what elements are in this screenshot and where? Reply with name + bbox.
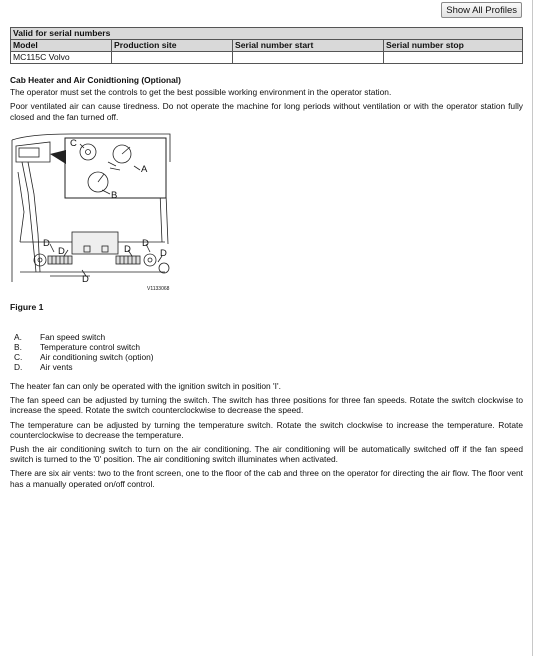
intro-section xyxy=(10,75,523,126)
figure-code: V1133068 xyxy=(147,286,170,292)
intro-paragraph-2: Poor ventilated air can cause tiredness. Do not operate the machine for long periods without ventilation or with the operator station fully closed and the fan turned off. xyxy=(10,101,523,122)
column-header-production-site: Production site xyxy=(112,40,233,52)
cab-controls-figure xyxy=(10,132,175,294)
callout-b: B xyxy=(111,190,118,201)
cell-serial-start xyxy=(233,52,384,64)
legend-letter: C. xyxy=(14,352,23,362)
body-paragraph-5: There are six air vents: two to the front screen, one to the floor of the cab and three on the operator for directing the air flow. The floor vent has a manually operated on/off control. xyxy=(10,468,523,489)
body-paragraph-4: Push the air conditioning switch to turn on the air conditioning. The air conditioning will be automatically switched off if the fan speed switch is turned to the '0' position. The air conditioning switch illuminates when activated. xyxy=(10,444,523,465)
table-row xyxy=(11,52,523,64)
callout-d-6: D xyxy=(82,274,89,285)
figure-legend xyxy=(14,332,154,372)
list-item xyxy=(14,332,154,342)
intro-paragraph-1: The operator must set the controls to get the best possible working environment in the operator station. xyxy=(10,87,392,98)
legend-text: Fan speed switch xyxy=(40,332,106,342)
legend-text: Temperature control switch xyxy=(40,342,141,352)
callout-d-3: D xyxy=(124,244,131,255)
legend-text: Air conditioning switch (option) xyxy=(40,352,154,362)
callout-d-1: D xyxy=(43,238,50,249)
callout-c: C xyxy=(70,138,77,149)
legend-letter: D. xyxy=(14,362,23,372)
body-paragraph-3: The temperature can be adjusted by turning the temperature switch. Rotate the switch clockwise to increase the temperature. Rotate counterclockwise to decrease the temperature. xyxy=(10,419,523,440)
show-all-profiles-button[interactable]: Show All Profiles xyxy=(441,2,522,18)
section-heading: Cab Heater and Air Conidtioning (Optional) xyxy=(10,75,181,85)
list-item xyxy=(14,342,154,352)
callout-d-5: D xyxy=(160,248,167,259)
body-paragraph-1: The heater fan can only be operated with the ignition switch in position 'I'. xyxy=(10,381,281,391)
top-toolbar xyxy=(0,0,532,22)
instructions-section xyxy=(10,381,523,493)
serial-number-table xyxy=(10,27,523,64)
cell-serial-stop xyxy=(384,52,523,64)
column-header-serial-start: Serial number start xyxy=(233,40,384,52)
list-item xyxy=(14,352,154,362)
callout-d-2: D xyxy=(58,246,65,257)
figure-caption: Figure 1 xyxy=(10,302,44,312)
cell-production-site xyxy=(112,52,233,64)
list-item xyxy=(14,362,154,372)
serial-table-title: Valid for serial numbers xyxy=(11,28,523,40)
callout-d-4: D xyxy=(142,238,149,249)
legend-letter: B. xyxy=(14,342,22,352)
column-header-model: Model xyxy=(11,40,112,52)
legend-letter: A. xyxy=(14,332,22,342)
legend-text: Air vents xyxy=(40,362,73,372)
cell-model: MC115C Volvo xyxy=(11,52,112,64)
callout-a: A xyxy=(141,164,148,175)
body-paragraph-2: The fan speed can be adjusted by turning the switch. The switch has three positions for three fan speeds. Rotate the switch clockwise to increase the speed. Rotate the switch counterclockwise to decrease the speed. xyxy=(10,395,523,416)
column-header-serial-stop: Serial number stop xyxy=(384,40,523,52)
